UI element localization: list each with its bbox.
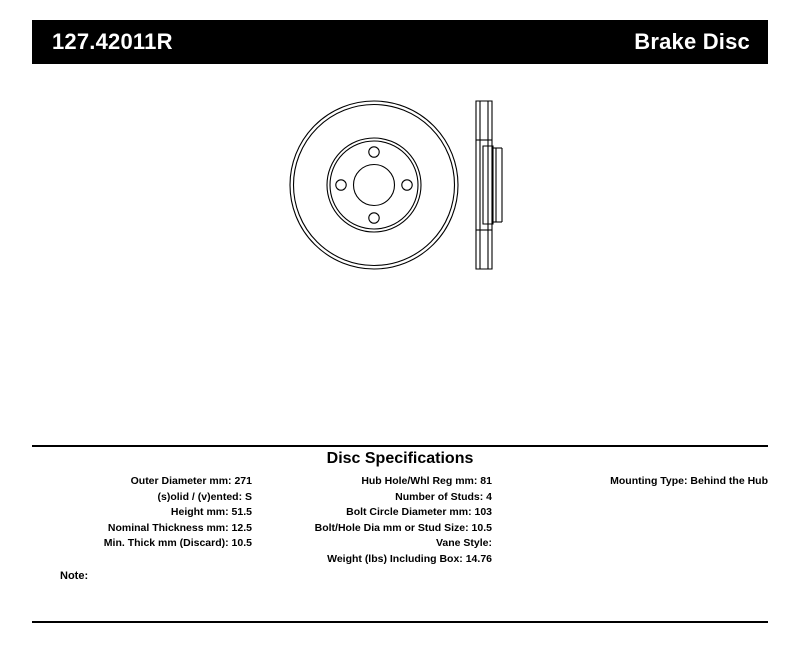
brake-disc-face-view (290, 101, 458, 269)
spec-section-title: Disc Specifications (326, 450, 474, 467)
spec-divider-top (32, 445, 768, 447)
spec-item: Bolt/Hole Dia mm or Stud Size: 10.5 (314, 521, 492, 534)
spec-item: Nominal Thickness mm: 12.5 (107, 521, 252, 534)
spec-item: Height mm: 51.5 (170, 506, 252, 518)
spec-column-right (502, 474, 768, 490)
spec-columns (32, 474, 768, 584)
spec-item: Outer Diameter mm: 271 (130, 475, 252, 487)
spec-item: Bolt Circle Diameter mm: 103 (346, 506, 492, 518)
header-bar (32, 20, 768, 64)
spec-item: Vane Style: (435, 537, 492, 549)
spec-item: (s)olid / (v)ented: S (157, 490, 252, 503)
spec-item: Number of Studs: 4 (395, 490, 492, 503)
spec-column-left (32, 474, 252, 552)
spec-item: Weight (lbs) Including Box: 14.76 (327, 552, 492, 565)
brake-disc-side-view (476, 101, 502, 269)
spec-item: Mounting Type: Behind the Hub (610, 475, 768, 487)
product-drawing (280, 90, 540, 280)
note-label: Note: (60, 570, 89, 582)
part-number: 127.42011R (52, 29, 173, 54)
spec-item: Hub Hole/Whl Reg mm: 81 (361, 475, 492, 487)
spec-column-middle (264, 474, 492, 567)
spec-divider-bottom (32, 621, 768, 623)
spec-item: Min. Thick mm (Discard): 10.5 (103, 537, 252, 549)
page-title: Brake Disc (634, 29, 750, 54)
